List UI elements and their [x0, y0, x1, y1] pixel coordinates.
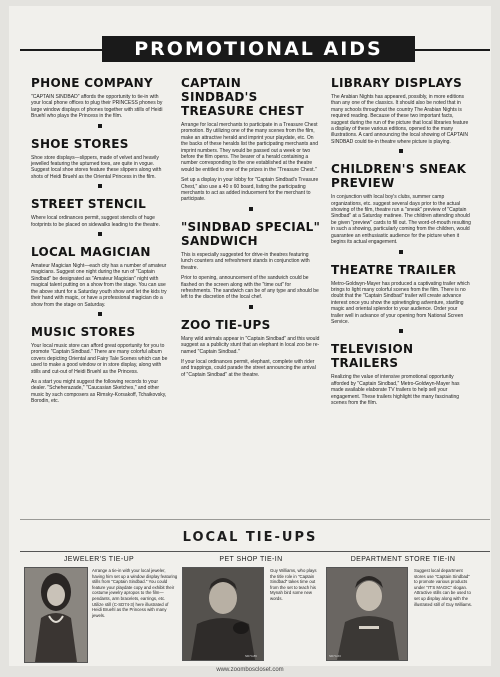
library-body: The Arabian Nights has appeared, possibly, in more editions than any one of the classics. It should also be noted that in many schools throughout the country The Arabian Nights is required reading. Because of these two important facts, suggest during the run of the picture that local libraries feature a display of these various editions, opened to the many illustrations. A card announcing the local showing of CAPTAIN SINDBAD could tie-in theatre where picture is playing.: [331, 94, 469, 145]
trailer-title: THEATRE TRAILER: [331, 262, 457, 277]
chest-body-1: Arrange for local merchants to participate in a Treasure Chest promotion. By utilizing one of the many scenes from the film, make an attractive herald and imprint your playdate, etc. On the backs of these heralds list the participating merchants and imprint numbers. They would be passed out a week or two before the film opens. The bearer of a herald containing a number corresponding to the one established at the theatre would be entitled to one of the prizes in the "Treasure Chest.": [181, 122, 319, 173]
department-store-title: DEPARTMENT STORE TIE-IN: [350, 556, 456, 563]
jeweler-body: Arrange a tie-in with your local jeweler, having him set up a window display featuring stills from "Captain Sindbad." You could feature your playdate copy and exhibit their costume jewelry apropos to the film—pendants, arm bracelets, earrings, etc. Utilize still (C-SD74-3) here illustrated of Heidi Bruehl as the Princess with many jewels.: [92, 568, 178, 618]
princess-photo: [24, 567, 88, 663]
shoe-body: Shoe store displays—slippers, made of velvet and heavily jewelled featuring the upturned toes, are quite in vogue. Suggest local shoe stores feature these slippers along with shots of Heidi Bruehl as the Oriental Princess in the film.: [31, 154, 162, 180]
pet-shop-title: PET SHOP TIE-IN: [219, 556, 283, 563]
bullet-square: [249, 305, 253, 309]
sandwich-body-2: Prior to opening, announcement of the sandwich could be flashed on the screen along with the "time out" for refreshments. The sandwich can be of any type and should be left to the discretion of the local chef.: [181, 275, 319, 301]
bullet-square: [98, 184, 102, 188]
sandwich-body-1: This is especially suggested for drive-in theatres featuring lunch counters and refreshment stands in conjunction with theatre.: [181, 251, 310, 271]
jeweler-title: JEWELER'S TIE-UP: [63, 556, 135, 563]
bullet-square: [399, 149, 403, 153]
column-left: [31, 76, 169, 409]
stencil-body: Where local ordinances permit, suggest stencils of huge footprints to be placed on sidewalks leading to the theatre.: [31, 215, 160, 228]
phone-body: "CAPTAIN SINDBAD" affords the opportunity to tie-in with your local phone offices to plug their PRINCESS phones by large window displays of phones together with stills of Heidi Bruehl who plays the Princess in the film.: [31, 94, 163, 120]
bullet-square: [98, 232, 102, 236]
music-body-1: Your local music store can afford great opportunity for you to promote "Captain Sindbad." There are many colorful album covers depicting Oriental and Fairy Tale Scenes which can be used to make a good window or in store display, along with stills and cut-out of Heidi Bruehl as the Princess.: [31, 342, 168, 375]
bullet-square: [98, 312, 102, 316]
bullet-square: [399, 250, 403, 254]
bullet-square: [399, 329, 403, 333]
magician-title: LOCAL MAGICIAN: [31, 245, 151, 260]
pet-shop-still-code: SD74-89: [245, 654, 257, 658]
magician-body: Amateur Magician Night—each city has a number of amateur magicians. Suggest one night during the run of "Captain Sindbad" be designated as "Amateur Magician" night with magical talent putting on a show from the stage. You can use the above stunt for a Saturday youth show and let the kids try their hand with magic, or have a professional magician do a show from the stage on Saturday.: [31, 263, 167, 308]
local-tieups-title: LOCAL TIE-UPS: [182, 530, 318, 545]
sneak-body: In conjunction with local boy's clubs, summer camp organizations, etc. suggest several days prior to the actual showing of the film, theatre run a "sneak" preview of "Captain Sindbad" at a Saturday matinee. The children attending should be given "preview" cards to fill out. The word-of-mouth resulting in such a showing, particularly coming from the children, would guarantee an enthusiastic audience for the picture when it begins its actual engagement.: [331, 194, 471, 246]
bullet-square: [98, 124, 102, 128]
zoo-title: ZOO TIE-UPS: [181, 317, 271, 332]
trailer-body: Metro-Goldwyn-Mayer has produced a captivating trailer which brings to light many colorful scenes from the film. There is no doubt that the "Captain Sindbad" trailer will create advance interest once you show the spinetingling adventure, startling magic and oriental splendor to your audience. Order your trailer well in advance of your opening from National Screen Service.: [331, 280, 470, 325]
department-store-body: Suggest local department stores use "Captain Sindbad" to promote various products under "IT'S MAGIC" slogan. Attractive stills can be used to set up display along with the illustrated still of Guy Williams.: [414, 568, 473, 607]
tv-body: Realizing the value of intensive promotional opportunity afforded by "Captain Sindbad," Metro-Goldwyn-Mayer has made available elaborate TV trailers to help sell your engagement. These trailers highlight the many fascinating scenes from the film.: [331, 374, 460, 406]
sandwich-title: "SINDBAD SPECIAL" SANDWICH: [181, 219, 321, 248]
music-body-2: As a start you might suggest the following records to your dealer. "Scheherazade," "Caucasian Sketches," and other music by such composers as Rimsky-Korsakoff, Tchaikovsky, Borodin, etc.: [31, 378, 167, 405]
pet-shop-body: Guy Williams, who plays the title role in "Captain Sindbad" takes time out from the set to teach his Mynah bird some new words.: [270, 568, 317, 601]
column-right: [331, 76, 471, 410]
zoo-body-1: Many wild animals appear in "Captain Sindbad" and this would suggest as a publicity stunt that an elephant in local zoo be re-named "Captain Sindbad.": [181, 335, 320, 355]
column-middle: [181, 76, 321, 382]
department-store-tieup: [324, 555, 482, 658]
local-tieups-rule: [20, 551, 490, 552]
press-book-page: [9, 6, 491, 666]
footer-site: www.zoomboscloset.com: [216, 667, 284, 673]
shoe-title: SHOE STORES: [31, 136, 129, 151]
chest-body-2: Set up a display in your lobby for "Captain Sindbad's Treasure Chest," also use a 40 x 60 board, listing the participating merchants to act as added inducement for the merchant to participate.: [181, 177, 319, 203]
zoo-body-2: If your local ordinances permit, elephant, complete with rider and trappings, could parade the street announcing the arrival of "Captain Sindbad" at the theatre.: [181, 358, 316, 378]
phone-title: PHONE COMPANY: [31, 76, 154, 90]
bullet-square: [249, 207, 253, 211]
department-store-still-code: SD74-63: [329, 654, 341, 658]
department-store-photo: [326, 567, 408, 661]
library-title: LIBRARY DISPLAYS: [331, 76, 463, 90]
section-divider: [20, 519, 490, 520]
chest-title: CAPTAIN SINDBAD'S TREASURE CHEST: [181, 76, 304, 118]
stencil-title: STREET STENCIL: [31, 197, 147, 212]
page-title: PROMOTIONAL AIDS: [102, 36, 415, 62]
sneak-title: CHILDREN'S SNEAK PREVIEW: [331, 162, 467, 191]
pet-shop-tieup: [180, 555, 322, 658]
jeweler-tieup: [20, 555, 178, 618]
music-title: MUSIC STORES: [31, 324, 136, 339]
tv-title: TELEVISION TRAILERS: [331, 342, 414, 371]
guy-williams-mynah-photo: [182, 567, 264, 661]
